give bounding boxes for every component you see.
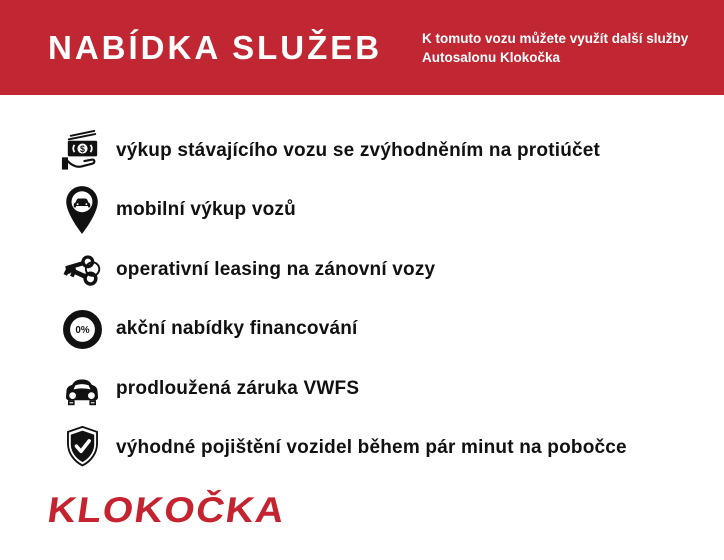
cash-in-hand-icon	[58, 125, 106, 177]
car-front-icon	[58, 363, 106, 415]
svg-text:$: $	[79, 144, 85, 155]
list-item	[58, 121, 698, 181]
header-subtitle-line1: K tomuto vozu můžete využít další služby	[422, 30, 689, 46]
zero-percent-label: 0%	[74, 324, 90, 336]
header-subtitle-line2: Autosalonu Klokočka	[422, 49, 561, 65]
shield-check-icon	[58, 422, 106, 474]
klokocka-logo: KLOKOČKA	[45, 490, 289, 531]
service-label: výhodné pojištění vozidel během pár minut na pobočce	[116, 437, 627, 459]
services-list	[58, 121, 698, 478]
list-item	[58, 181, 698, 241]
page-title: NABÍDKA SLUŽEB	[48, 28, 383, 66]
service-label: mobilní výkup vozů	[116, 199, 296, 221]
header-subtitle	[422, 29, 694, 67]
service-label: výkup stávajícího vozu se zvýhodněním na protiúčet	[116, 139, 601, 161]
list-item	[58, 300, 698, 360]
service-label: operativní leasing na zánovní vozy	[116, 258, 436, 280]
list-item	[58, 419, 698, 479]
map-pin-car-icon	[58, 184, 106, 236]
list-item	[58, 240, 698, 300]
service-label: akční nabídky financování	[116, 318, 358, 340]
list-item	[58, 359, 698, 419]
zero-percent-icon	[58, 303, 106, 355]
keys-icon	[58, 244, 106, 296]
header-banner	[0, 0, 724, 95]
service-label: prodloužená záruka VWFS	[116, 377, 360, 399]
